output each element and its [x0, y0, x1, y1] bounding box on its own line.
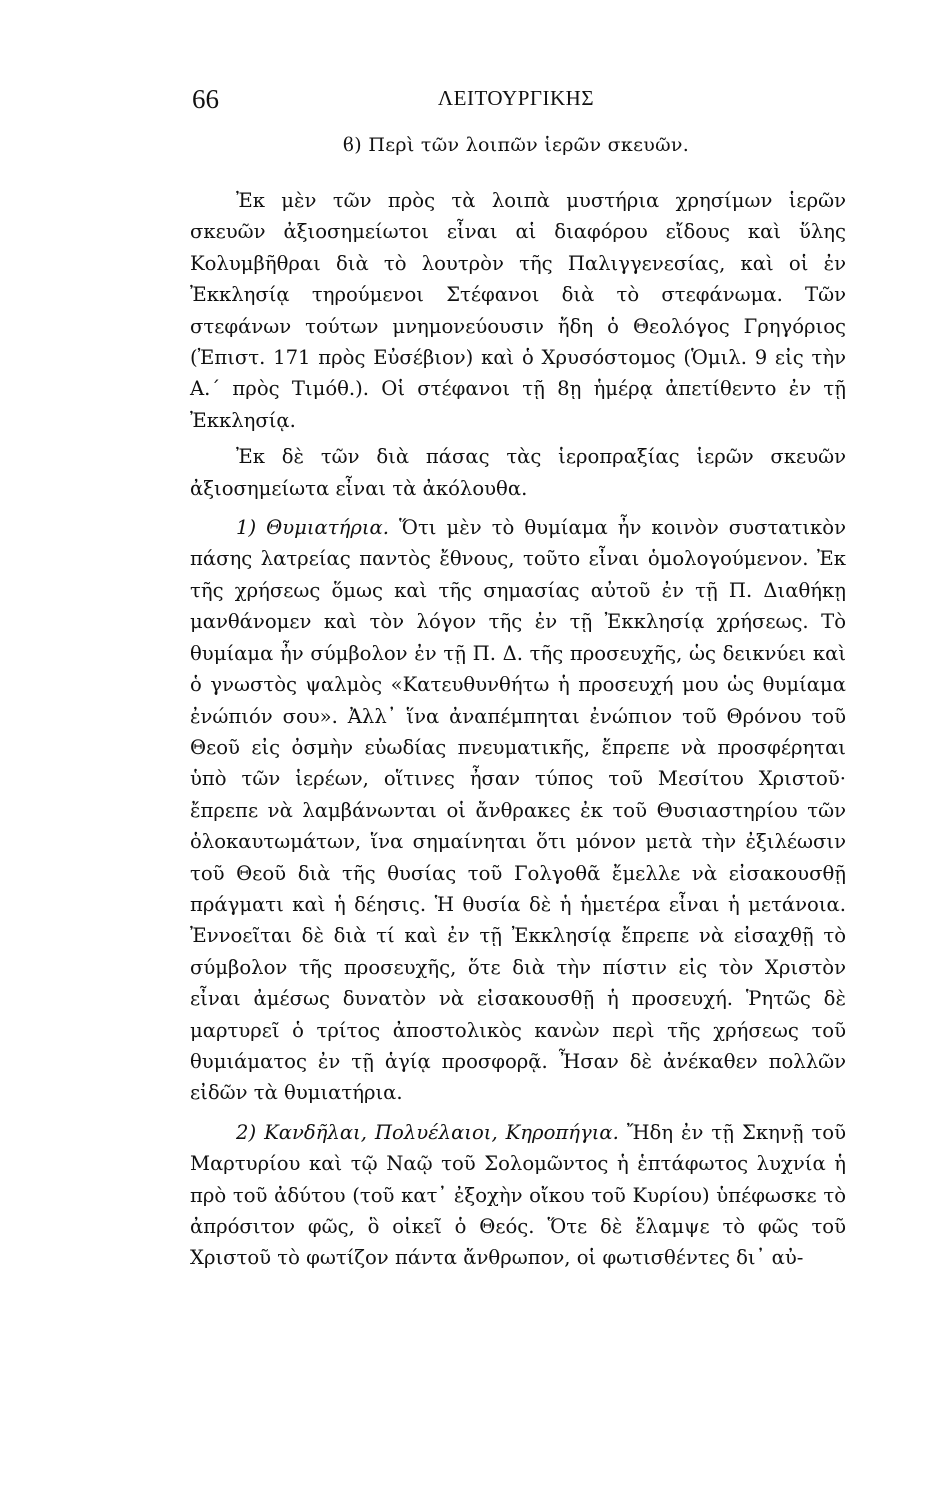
section-title: ϐ) Περὶ τῶν λοιπῶν ἱερῶν σκευῶν. [342, 134, 690, 156]
paragraph-lead: 2) Κανδῆλαι, Πολυέλαιοι, Κηροπήγια. [236, 1120, 619, 1144]
running-head: ΛΕΙΤΟΥΡΓΙΚΗΣ [437, 86, 595, 110]
page-number: 66 [192, 84, 219, 114]
page-header [186, 84, 846, 124]
paragraph-kandilai [190, 1117, 846, 1274]
paragraph-2 [190, 441, 846, 504]
paragraph-1 [190, 185, 846, 436]
paragraph-text: Ἤδη ἐν τῇ Σκηνῇ τοῦ Μαρτυρίου καὶ τῷ Ναῷ τοῦ Σολομῶντος ἡ ἑπτάφωτος λυχνία ἡ πρὸ τοῦ ἀδύτου (τοῦ κατ᾽ ἐξοχὴν οἴκου τοῦ Κυρίου) ὑπέφωσκε τὸ ἀπρόσιτον φῶς, ὃ οἰκεῖ ὁ Θεός. Ὅτε δὲ ἔλαμψε τὸ φῶς τοῦ Χριστοῦ τὸ φωτίζον πάντα ἄνθρωπον, οἱ φωτισθέντες δι᾽ αὐ- [190, 1120, 846, 1270]
paragraph-text: Ὅτι μὲν τὸ θυμίαμα ἦν κοινὸν συστατικὸν πάσης λατρείας παντὸς ἔθνους, τοῦτο εἶναι ὁμολογούμενον. Ἐκ τῆς χρήσεως ὅμως καὶ τῆς σημασίας αὐτοῦ ἐν τῇ Π. Διαθήκῃ μανθάνομεν καὶ τὸν λόγον τῆς ἐν τῇ Ἐκκλησίᾳ χρήσεως. Τὸ θυμίαμα ἦν σύμβολον ἐν τῇ Π. Δ. τῆς προσευχῆς, ὡς δεικνύει καὶ ὁ γνωστὸς ψαλμὸς «Κατευθυνθήτω ἡ προσευχή μου ὡς θυμίαμα ἐνώπιόν σου». Ἀλλ᾽ ἵνα ἀναπέμπηται ἐνώπιον τοῦ Θρόνου τοῦ Θεοῦ εἰς ὀσμὴν εὐωδίας πνευματικῆς, ἔπρεπε νὰ προσφέρηται ὑπὸ τῶν ἱερέων, οἵτινες ἦσαν τύπος τοῦ Μεσίτου Χριστοῦ· ἔπρεπε νὰ λαμβάνωνται οἱ ἄνθρακες ἐκ τοῦ Θυσιαστηρίου τῶν ὁλοκαυτωμάτων, ἵνα σημαίνηται ὅτι μόνον μετὰ τὴν ἐξιλέωσιν τοῦ Θεοῦ διὰ τῆς θυσίας τοῦ Γολγοθᾶ ἔμελλε νὰ εἰσακουσθῇ πράγματι καὶ ἡ δέησις. Ἡ θυσία δὲ ἡ ἡμετέρα εἶναι ἡ μετάνοια. Ἐννοεῖται δὲ διὰ τί καὶ ἐν τῇ Ἐκκλησίᾳ ἔπρεπε νὰ εἰσαχθῇ τὸ σύμβολον τῆς προσευχῆς, ὅτε διὰ τὴν πίστιν εἰς τὸν Χριστὸν εἶναι ἀμέσως δυνατὸν νὰ εἰσακουσθῇ ἡ προσευχή. Ῥητῶς δὲ μαρτυρεῖ ὁ τρίτος ἀποστολικὸς κανὼν περὶ τῆς χρήσεως τοῦ θυμιάματος ἐν τῇ ἁγίᾳ προσφορᾷ. Ἦσαν δὲ ἀνέκαθεν πολλῶν εἰδῶν τὰ θυμιατήρια. [190, 516, 847, 1105]
paragraph-text: Ἐκ μὲν τῶν πρὸς τὰ λοιπὰ μυστήρια χρησίμων ἱερῶν σκευῶν ἀξιοσημείωτοι εἶναι αἱ διαφόρου εἴδους καὶ ὕλης Κολυμβῆθραι διὰ τὸ λουτρὸν τῆς Παλιγγενεσίας, καὶ οἱ ἐν Ἐκκλησίᾳ τηρούμενοι Στέφανοι διὰ τὸ στεφάνωμα. Τῶν στεφάνων τούτων μνημονεύουσιν ἤδη ὁ Θεολόγος Γρηγόριος (Ἐπιστ. 171 πρὸς Εὐσέβιον) καὶ ὁ Χρυσόστομος (Ὁμιλ. 9 εἰς τὴν Α.΄ πρὸς Τιμόθ.). Οἱ στέφανοι τῇ 8ῃ ἡμέρᾳ ἀπετίθεντο ἐν τῇ Ἐκκλησίᾳ. [190, 189, 846, 432]
body-text [190, 185, 846, 1274]
paragraph-text: Ἐκ δὲ τῶν διὰ πάσας τὰς ἱεροπραξίας ἱερῶν σκευῶν ἀξιοσημείωτα εἶναι τὰ ἀκόλουθα. [190, 445, 846, 500]
paragraph-lead: 1) Θυμιατήρια. [236, 516, 390, 540]
paragraph-thymiateria [190, 512, 846, 1109]
